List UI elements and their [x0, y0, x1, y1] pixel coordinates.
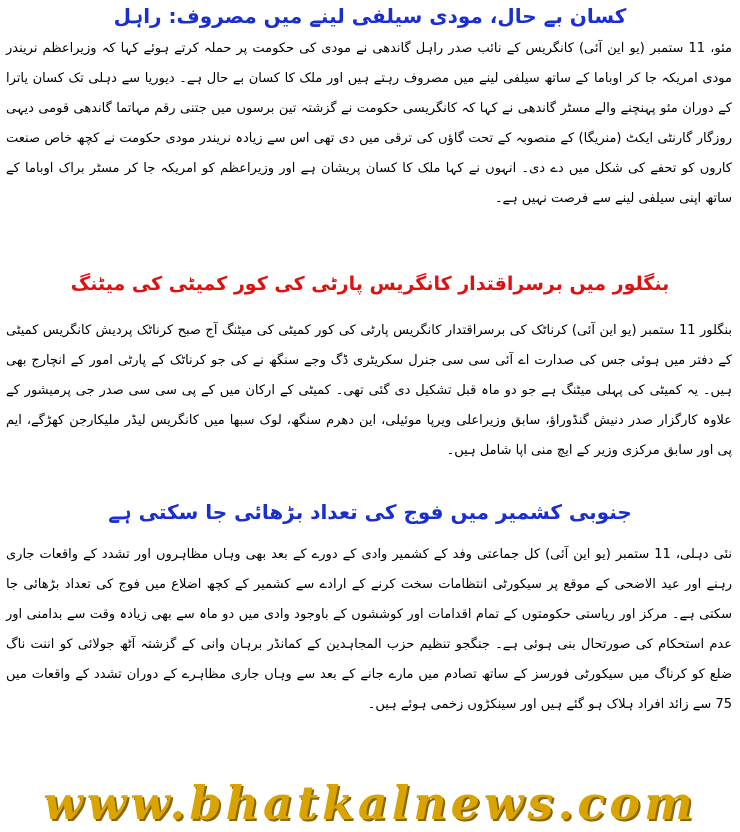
article-3-body: نئی دہلی، 11 ستمبر (یو این آئی) کل جماعتی وفد کے کشمیر وادی کے دورے کے بعد بھی وہاں مظاہروں اور تشدد کے واقعات جاری رہنے اور عید الاضحی کے موقع پر سیکورٹی انتظامات سخت کرنے کے ارادے سے کشمیر کے کچھ اضلاع میں فوج کی تعداد بڑھائی جا سکتی ہے۔ مرکز اور ریاستی حکومتوں کے تمام اقدامات اور کوششوں کے باوجود وادی میں دو ماہ سے بھی زیادہ وقت سے بدامنی اور عدم استحکام کی صورتحال بنی ہوئی ہے۔ جنگجو تنظیم حزب المجاہدین کے کمانڈر برہان وانی کے گزشتہ آٹھ جولائی کو اننت ناگ ضلع کو کرناگ میں سیکورٹی فورسز کے ساتھ تصادم میں مارے جانے کے بعد سے وہاں جاری مظاہرے کے دوران تشدد کے واقعات میں 75 سے زائد افراد ہلاک ہو گئے ہیں اور سینکڑوں زخمی ہوئے ہیں۔ — [6, 547, 732, 712]
website-url-banner: www.bhatkalnews.com — [43, 776, 697, 830]
article-1-body: مئو، 11 ستمبر (یو این آئی) کانگریس کے نائب صدر راہل گاندھی نے مودی کی حکومت پر حملہ کرتے ہوئے کہا کہ وزیراعظم نریندر مودی امریکہ جا کر اوباما کے ساتھ سیلفی لینے میں مصروف رہتے ہیں اور ملک کا کسان بے حال ہے۔ دیوریا سے دہلی تک کسان یاترا کے دوران مئو پہنچنے والے مسٹر گاندھی نے کہا کہ کانگریسی حکومت نے گزشتہ تین برسوں میں جتنی رقم مہاتما گاندھی قومی دیہی روزگار گارنٹی ایکٹ (منریگا) کے منصوبہ کے تحت گاؤں کی ترقی میں دی تھی اس سے زیادہ نریندر مودی حکومت نے کچھ خاص صنعت کاروں کو تحفے کی شکل میں دے دی۔ انہوں نے کہا ملک کا کسان پریشان ہے اور وزیراعظم کو امریکہ جا کر مسٹر براک اوباما کے ساتھ اپنی سیلفی لینے سے فرصت نہیں ہے۔ — [6, 41, 732, 206]
article-2-headline: بنگلور میں برسراقتدار کانگریس پارٹی کی کور کمیٹی کی میٹنگ — [70, 273, 670, 295]
article-3-headline: جنوبی کشمیر میں فوج کی تعداد بڑھائی جا سکتی ہے — [108, 500, 632, 524]
article-1-headline: کسان بے حال، مودی سیلفی لینے میں مصروف: راہل — [113, 4, 627, 28]
article-2-body: بنگلور 11 ستمبر (یو این آئی) کرناٹک کی برسراقتدار کانگریس پارٹی کی کور کمیٹی کی میٹنگ آج صبح کرناٹک پردیش کانگریس کمیٹی کے دفتر میں ہوئی جس کی صدارت اے آئی سی سی جنرل سکریٹری ڈگ وجے سنگھ نے کی جو کرناٹک کے پارٹی امور کے انچارج بھی ہیں۔ یہ کمیٹی کی پہلی میٹنگ ہے جو دو ماہ قبل تشکیل دی گئی تھی۔ کمیٹی کے ارکان میں کے پی سی سی صدر جی پرمیشور کے علاوہ کارگزار صدر دنیش گنڈوراؤ، سابق وزیراعلی ویرپا موئیلی، این دھرم سنگھ، لوک سبھا میں کانگریس لیڈر ملیکارجن کھڑگے، ایم پی اور سابق مرکزی وزیر کے ایچ منی اپا شامل ہیں۔ — [6, 323, 732, 458]
